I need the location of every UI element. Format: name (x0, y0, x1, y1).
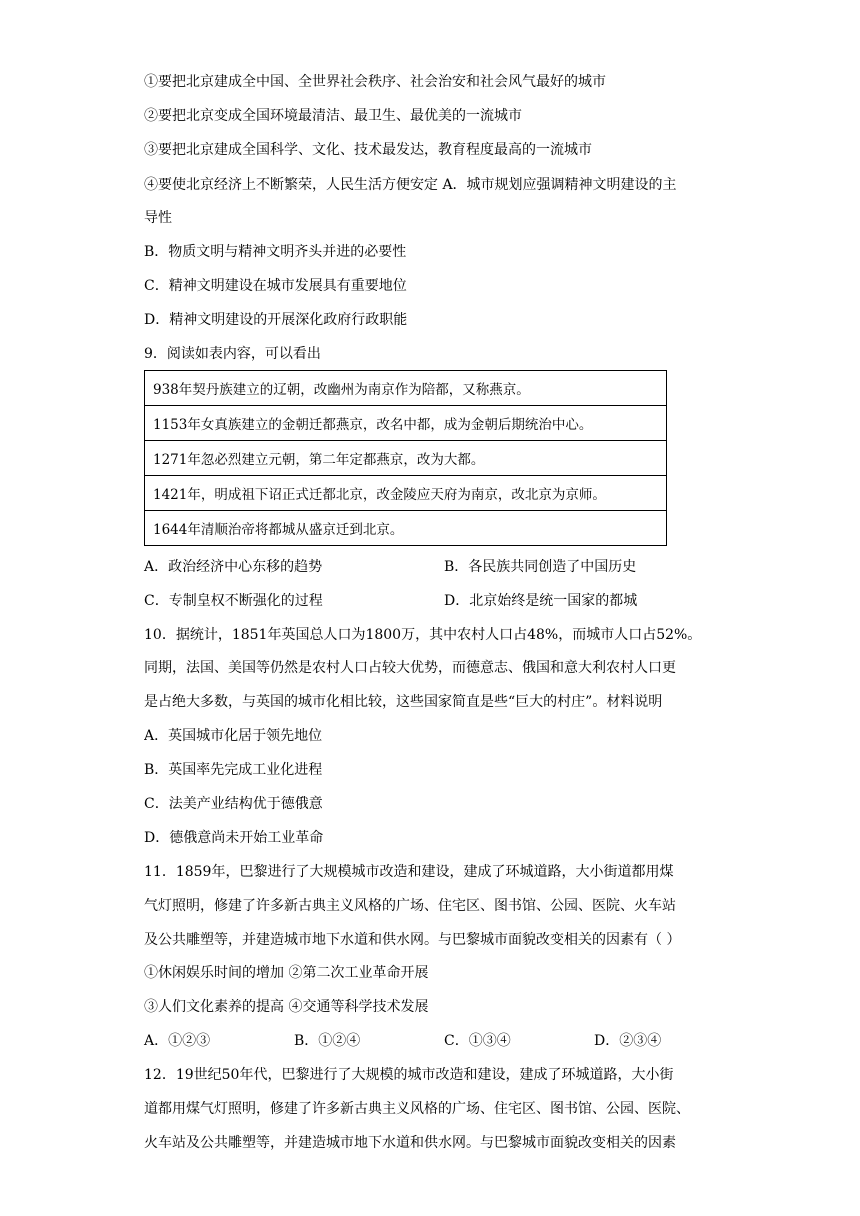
q8-option-d: D．精神文明建设的开展深化政府行政职能 (144, 312, 408, 328)
q9-option-a: A．政治经济中心东移的趋势 (144, 559, 323, 575)
q11-stem-3: 及公共雕塑等，并建造城市地下水道和供水网。与巴黎城市面貌改变相关的因素有（ ） (144, 932, 681, 948)
q9-option-d: D．北京始终是统一国家的都城 (444, 593, 638, 609)
q11-stem-2: 气灯照明，修建了许多新古典主义风格的广场、住宅区、图书馆、公园、医院、火车站 (144, 898, 676, 914)
q8-item-2: ②要把北京变成全国环境最清洁、最卫生、最优美的一流城市 (144, 108, 522, 124)
q11-item-row-1: ①休闲娱乐时间的增加 ②第二次工业革命开展 (144, 965, 429, 981)
q8-item-4: ④要使北京经济上不断繁荣，人民生活方便安定 A．城市规划应强调精神文明建设的主 (144, 177, 677, 193)
q11-stem-1: 11．1859年，巴黎进行了大规模城市改造和建设，建成了环城道路，大小街道都用煤 (144, 864, 674, 880)
q9-option-c: C．专制皇权不断强化的过程 (144, 593, 323, 609)
table-cell: 1421年，明成祖下诏正式迁都北京，改金陵应天府为南京，改北京为京师。 (145, 476, 667, 511)
table-row (145, 371, 667, 406)
q10-stem-2: 同期，法国、美国等仍然是农村人口占较大优势，而德意志、俄国和意大利农村人口更 (144, 660, 676, 676)
table-row (145, 406, 667, 441)
q12-stem-3: 火车站及公共雕塑等，并建造城市地下水道和供水网。与巴黎城市面貌改变相关的因素 (144, 1135, 676, 1151)
q8-item-4-cont: 导性 (144, 210, 172, 226)
q8-item-3: ③要把北京建成全国科学、文化、技术最发达，教育程度最高的一流城市 (144, 142, 592, 158)
table-row (145, 441, 667, 476)
table-cell: 1153年女真族建立的金朝迁都燕京，改名中都，成为金朝后期统治中心。 (145, 406, 667, 441)
table-row (145, 511, 667, 546)
q12-stem-2: 道都用煤气灯照明，修建了许多新古典主义风格的广场、住宅区、图书馆、公园、医院、 (144, 1101, 690, 1117)
q8-item-1: ①要把北京建成全中国、全世界社会秩序、社会治安和社会风气最好的城市 (144, 74, 606, 90)
q8-option-c: C．精神文明建设在城市发展具有重要地位 (144, 278, 407, 294)
table-cell: 938年契丹族建立的辽朝，改幽州为南京作为陪都，又称燕京。 (145, 371, 667, 406)
q11-option-a: A．①②③ (144, 1033, 211, 1049)
q9-stem: 9．阅读如表内容，可以看出 (144, 346, 321, 362)
q10-stem-3: 是占绝大多数，与英国的城市化相比较，这些国家简直是些“巨大的村庄”。材料说明 (144, 694, 663, 710)
q9-history-table (144, 370, 667, 546)
q12-stem-1: 12．19世纪50年代，巴黎进行了大规模的城市改造和建设，建成了环城道路，大小街 (144, 1067, 674, 1083)
q10-option-b: B．英国率先完成工业化进程 (144, 762, 323, 778)
table-row (145, 476, 667, 511)
q9-option-b: B．各民族共同创造了中国历史 (444, 559, 637, 575)
table-cell: 1644年清顺治帝将都城从盛京迁到北京。 (145, 511, 667, 546)
q10-option-d: D．德俄意尚未开始工业革命 (144, 830, 324, 846)
q10-stem-1: 10．据统计，1851年英国总人口为1800万，其中农村人口占48%，而城市人口占52%。 (144, 627, 702, 643)
q11-option-d: D．②③④ (594, 1033, 662, 1049)
q11-option-b: B．①②④ (294, 1033, 361, 1049)
q11-option-c: C．①③④ (444, 1033, 511, 1049)
q8-option-b: B．物质文明与精神文明齐头并进的必要性 (144, 244, 407, 260)
table-cell: 1271年忽必烈建立元朝，第二年定都燕京，改为大都。 (145, 441, 667, 476)
q10-option-c: C．法美产业结构优于德俄意 (144, 796, 323, 812)
q10-option-a: A．英国城市化居于领先地位 (144, 728, 323, 744)
q11-item-row-2: ③人们文化素养的提高 ④交通等科学技术发展 (144, 999, 429, 1015)
